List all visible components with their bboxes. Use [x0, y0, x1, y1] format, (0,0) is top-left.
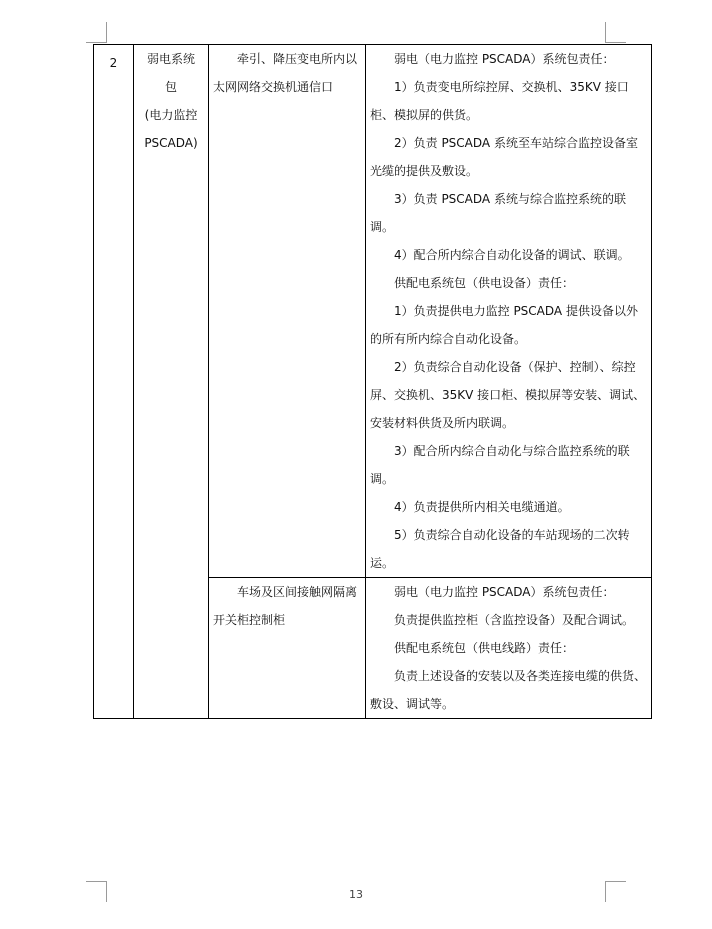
duty-line: 3）负责 PSCADA 系统与综合监控系统的联调。 — [370, 192, 626, 234]
duty-line: 1）负责提供电力监控 PSCADA 提供设备以外的所有所内综合自动化设备。 — [370, 304, 638, 346]
package-line: PSCADA) — [144, 136, 198, 150]
package-line: (电力监控 — [144, 108, 198, 122]
duty-line: 弱电（电力监控 PSCADA）系统包责任： — [394, 585, 615, 599]
row-number-cell — [94, 45, 134, 719]
package-line: 弱电系统 — [146, 52, 195, 66]
duty-line: 负责提供监控柜（含监控设备）及配合调试。 — [394, 613, 635, 627]
duty-cell — [366, 578, 652, 719]
duty-line: 4）负责提供所内相关电缆通道。 — [394, 500, 570, 514]
interface-text: 牵引、降压变电所内以太网网络交换机通信口 — [213, 52, 358, 94]
interface-text: 车场及区间接触网隔离开关柜控制柜 — [213, 585, 358, 627]
responsibility-table — [93, 44, 652, 719]
duty-line: 弱电（电力监控 PSCADA）系统包责任： — [394, 52, 615, 66]
package-cell — [134, 45, 209, 719]
duty-line: 4）配合所内综合自动化设备的调试、联调。 — [394, 248, 630, 262]
duty-line: 2）负责综合自动化设备（保护、控制）、综控屏、交换机、35KV 接口柜、模拟屏等安装、调试、安装材料供货及所内联调。 — [370, 360, 646, 430]
duty-line: 供配电系统包（供电线路）责任： — [394, 641, 575, 655]
duty-line: 1）负责变电所综控屏、交换机、35KV 接口柜、模拟屏的供货。 — [370, 80, 629, 122]
table-row — [94, 45, 652, 578]
duty-line: 3）配合所内综合自动化与综合监控系统的联调。 — [370, 444, 630, 486]
duty-line: 5）负责综合自动化设备的车站现场的二次转运。 — [370, 528, 630, 570]
crop-mark-top-right — [605, 22, 626, 43]
duty-cell — [366, 45, 652, 578]
package-line: 包 — [164, 80, 177, 94]
duty-line: 供配电系统包（供电设备）责任： — [394, 276, 575, 290]
duty-line: 负责上述设备的安装以及各类连接电缆的供货、敷设、调试等。 — [370, 669, 647, 711]
row-number: 2 — [109, 56, 118, 70]
duty-line: 2）负责 PSCADA 系统至车站综合监控设备室光缆的提供及敷设。 — [370, 136, 638, 178]
interface-cell — [209, 45, 366, 578]
crop-mark-top-left — [86, 22, 107, 43]
page-number: 13 — [349, 888, 363, 901]
interface-cell — [209, 578, 366, 719]
